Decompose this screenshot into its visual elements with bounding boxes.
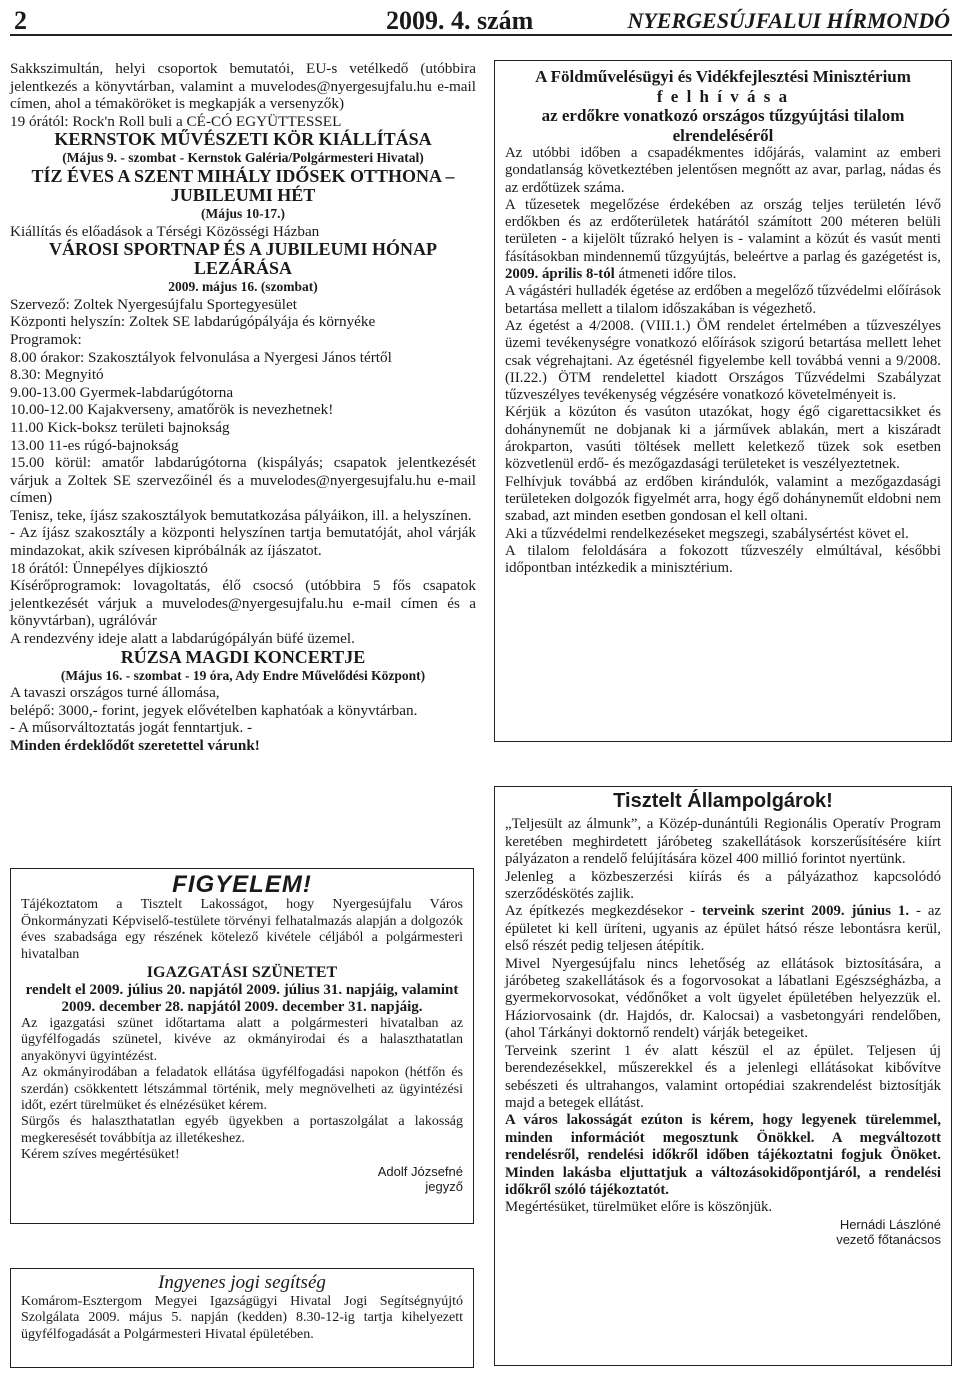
signature-name: Hernádi Lászlóné	[839, 1216, 941, 1232]
program-item: 15.00 körül: amatőr labdarúgótorna (kispályás; csapatok jelentkezését várjuk a Zoltek SE szervezőinél és a muvelodes@nyergesujfalu.hu e-mail címen)	[10, 454, 476, 507]
paragraph: Központi helyszín: Zoltek SE labdarúgópályája és környéke	[10, 313, 376, 331]
allampolgarok-box	[494, 786, 952, 1366]
section-title: VÁROSI SPORTNAP ÉS A JUBILEUMI HÓNAP LEZÁRÁSA	[49, 239, 437, 279]
newspaper-title: NYERGESÚJFALUI HÍRMONDÓ	[627, 8, 950, 33]
paragraph: Mivel Nyergesújfalu nincs lehetőség az ellátások biztosítására, a járóbeteg szakellátások és a fogorvosokat a lábatlani Egészségházba, a gyermekorvosokat, védőnőket a volt ügyelet épületében helyezzük el. Háziorvosaink (dr. Hajdós, dr. Kalocsai) a vasbetongyári rendelőben, (ahol Tárkányi doktornő rendelt) várják betegeiket.	[505, 955, 941, 1042]
paragraph: Az égetést a 4/2008. (VIII.1.) ÖM rendelet értelmében a tűzveszélyes üzemi tevékenységre vonatkozó előírások szigorú betartása mellett lehet csak végrehajtani. Az égetésnél figyelembe kell továbbá venni a 9/2008. (II.22.) ÖTM rendelettel kiadott Országos Tűzvédelmi Szabályzat tűzveszélyes tevékenység végzésére vonatkozó követelményeit is.	[505, 317, 941, 404]
section-subtitle: (Május 16. - szombat - 19 óra, Ady Endre Művelődési Központ)	[60, 667, 426, 683]
paragraph: Tájékoztatom a Tisztelt Lakosságot, hogy Nyergesújfalu Város Önkormányzati Képviselő-testülete törvényi felhatalmazás alapján a dolgozók éves szabadsága egy részének kötelező kivétele céljából a polgármesteri hivatalban	[21, 897, 463, 962]
section-title: RÚZSA MAGDI KONCERTJE	[120, 646, 366, 667]
paragraph: Az okmányirodában a feladatok ellátása ügyfélfogadási napokon (hétfőn és szerdán) csökkentett létszámmal történik, mely megnövelheti az ügyintézési időt, ezért türelmüket és elnézésüket kérem.	[21, 1065, 463, 1114]
paragraph: A tűzesetek megelőzése érdekében az ország teljes területén lévő erdőkben és az erdőterületek határától számított 200 méteren belüli területen - a kijelölt tűzrakó helyen is - valamint a közút és vasút menti fásításokban mindennemű tűzgyújtás, beleértve a parlag és gazégetést is, 2009. április 8-tól átmeneti időre tilos.	[505, 196, 941, 283]
notice-heading: IGAZGATÁSI SZÜNETET	[146, 964, 338, 982]
paragraph: Az utóbbi időben a csapadékmentes időjárás, valamint az emberi gondatlanság következtében jelentősen megnőtt az avar, parlag, nádas és az erdőtüzek száma.	[505, 145, 941, 196]
paragraph: Megértésüket, türelmüket előre is köszönjük.	[505, 1199, 773, 1216]
ministry-notice-box	[494, 60, 952, 742]
box-title: Ingyenes jogi segítség	[158, 1272, 326, 1293]
paragraph: 19 órától: Rock'n Roll buli a CÉ-CÓ EGYÜTTESSEL	[10, 112, 342, 130]
paragraph: A város lakosságát ezúton is kérem, hogy legyenek türelemmel, minden információt megosztunk Önökkel. A megváltozott rendelésről, rendelési időkről időben tájékoztatni fogjuk Önöket. Minden lakásba eljuttatjuk a változásokidőpontjáról, a rendelési időkről szóló tájékoztatót.	[505, 1112, 941, 1198]
paragraph: A vágástéri hulladék égetése az erdőben a megelőző tűzvédelmi előírások betartása mellett a tilalom időszakában is végezhető.	[505, 283, 941, 317]
paragraph: Kísérőprogramok: lovagoltatás, élő csocsó (utóbbira 5 fős csapatok jelentkezését várjuk a muvelodes@nyergesujfalu.hu e-mail címen és a könyvtárban), ugrálóvár	[10, 577, 476, 630]
paragraph: Programok:	[10, 330, 82, 348]
program-item: 13.00 11-es rúgó-bajnokság	[10, 436, 179, 454]
figyelem-box	[10, 868, 474, 1224]
paragraph: Szervező: Zoltek Nyergesújfalu Sportegyesület	[10, 295, 297, 313]
paragraph: A rendezvény ideje alatt a labdarúgópályán büfé üzemel.	[10, 630, 355, 648]
notice-heading: 2009. december 28. napjától 2009. december 31. napjáig.	[61, 999, 423, 1016]
section-subtitle: (Május 10-17.)	[201, 205, 285, 221]
paragraph: Az építkezés megkezdésekor - terveink szerint 2009. június 1. - az épületet ki kell üríteni, ugyanis az épület hátsó része lebontásra kerül, első részét pedig teljesen átépítik.	[505, 903, 942, 955]
paragraph: Terveink szerint 1 év alatt készül el az épület. Teljesen új berendezésekkel, műszerekkel és a jelenlegi ellátásokat kibővítve sebészeti és ultrahangos, valamint ortopédiai szakrendelést biztosítják majd a betegek ellátást.	[505, 1042, 941, 1111]
box-title: f e l h í v á s a	[656, 86, 790, 106]
paragraph: Felhívjuk továbbá az erdőben kirándulók, valamint a mezőgazdasági területeken dolgozók figyelmét arra, hogy égő dohányneműt eldobni nem szabad, azt minden esetben gondosan el kell oltani.	[505, 473, 941, 525]
issue-label: 2009. 4. szám	[386, 6, 534, 35]
program-item: 8.30: Megnyitó	[10, 366, 104, 384]
page-number: 2	[14, 6, 27, 35]
box-title: A Földművelésügyi és Vidékfejlesztési Minisztérium	[535, 67, 911, 86]
jogi-segitseg-box	[10, 1268, 474, 1368]
notice-heading: rendelt el 2009. július 20. napjától 2009. július 31. napjáig, valamint	[25, 982, 459, 999]
paragraph: Sürgős és halaszthatatlan egyéb ügyekben a portaszolgálat a lakosság megkeresését továbbítja az illetékeshez.	[21, 1114, 463, 1146]
paragraph: - Az íjász szakosztály a központi helyszínen tartja bemutatóját, ahol várják mindazokat, akik szívesen kipróbálnák az íjászatot.	[10, 524, 476, 560]
paragraph: Komárom-Esztergom Megyei Igazságügyi Hivatal Jogi Segítségnyújtó Szolgálata 2009. május 5. napján (kedden) 8.30-12-ig tartja kihelyezett ügyfélfogadását a Polgármesteri Hivatal épületében.	[21, 1293, 463, 1342]
box-title: az erdőkre vonatkozó országos tűzgyújtási tilalom elrendeléséről	[541, 106, 905, 145]
paragraph: Minden érdeklődőt szeretettel várunk!	[10, 737, 260, 754]
paragraph: Az igazgatási szünet időtartama alatt a polgármesteri hivatalban az ügyfélfogadás szünetel, kivéve az okmányirodai és a halaszthatatlan anyakönyvi ügyintézést.	[21, 1016, 463, 1064]
program-item: 9.00-13.00 Gyermek-labdarúgótorna	[10, 383, 234, 401]
paragraph: 18 órától: Ünnepélyes díjkiosztó	[10, 559, 208, 577]
signature-name: Adolf Józsefné	[377, 1163, 463, 1179]
paragraph: Aki a tűzvédelmi rendelkezéseket megszegi, szabálysértést követ el.	[505, 525, 909, 542]
section-subtitle: 2009. május 16. (szombat)	[168, 279, 318, 295]
paragraph: Jelenleg a közbeszerzési kiírás és a pályázathoz kapcsolódó szerződéskötés zajlik.	[505, 868, 941, 903]
program-item: 8.00 órakor: Szakosztályok felvonulása a Nyergesi János tértől	[10, 348, 392, 366]
section-title: TÍZ ÉVES A SZENT MIHÁLY IDŐSEK OTTHONA – JUBILEUMI HÉT	[31, 165, 455, 205]
program-item: 11.00 Kick-boksz területi bajnokság	[10, 418, 230, 436]
paragraph: A tilalom feloldására a fokozott tűzveszély elmúltával, későbbi időpontban intézkedik a minisztérium.	[505, 542, 941, 577]
paragraph: „Teljesült az álmunk”, a Közép-dunántúli Regionális Operatív Program keretében meghirdetett járóbeteg szakellátások korszerűsítésére kiírt pályázaton a rendelő felújítására közel 400 millió forintot nyertünk.	[505, 816, 941, 868]
program-item: 10.00-12.00 Kajakverseny, amatőrök is nevezhetnek!	[10, 401, 334, 419]
section-title: KERNSTOK MŰVÉSZETI KÖR KIÁLLÍTÁSA	[54, 129, 432, 150]
box-title: FIGYELEM!	[172, 871, 312, 898]
program-column	[10, 60, 476, 755]
paragraph: Tenisz, teke, íjász szakosztályok bemutatkozása pályáikon, ill. a helyszínen.	[10, 506, 472, 524]
paragraph: - A műsorváltoztatás jogát fenntartjuk. -	[10, 719, 253, 737]
signature-role: vezető főtanácsos	[836, 1231, 941, 1247]
paragraph: Kiállítás és előadások a Térségi Közösségi Házban	[10, 222, 320, 240]
section-subtitle: (Május 9. - szombat - Kernstok Galéria/Polgármesteri Hivatal)	[62, 150, 424, 166]
paragraph: belépő: 3000,- forint, jegyek elővételben kaphatóak a könyvtárban.	[10, 701, 418, 719]
paragraph: Kérjük a közúton és vasúton utazókat, hogy égő cigarettacsikket és dohányneműt ne dobjanak ki a járművek ablakán, mert a kiszáradt árokparton, vasúti töltések mellett keletkező tüzek sok esetben közvetlenül erdő- és mezőgazdasági területeket is veszélyeztetnek.	[505, 404, 941, 473]
paragraph: Kérem szíves megértésüket!	[21, 1147, 180, 1163]
box-title: Tisztelt Állampolgárok!	[613, 790, 833, 812]
page-header	[10, 4, 952, 36]
paragraph: Sakkszimultán, helyi csoportok bemutatói, EU-s vetélkedő (utóbbira jelentkezés a könyvtárban, valamint a muvelodes@nyergesujfalu.hu e-mail címen, ahol a témaköröket is megkapják a versenyzők)	[10, 60, 476, 113]
signature-role: jegyző	[425, 1178, 463, 1194]
paragraph: A tavaszi országos turné állomása,	[10, 684, 220, 702]
